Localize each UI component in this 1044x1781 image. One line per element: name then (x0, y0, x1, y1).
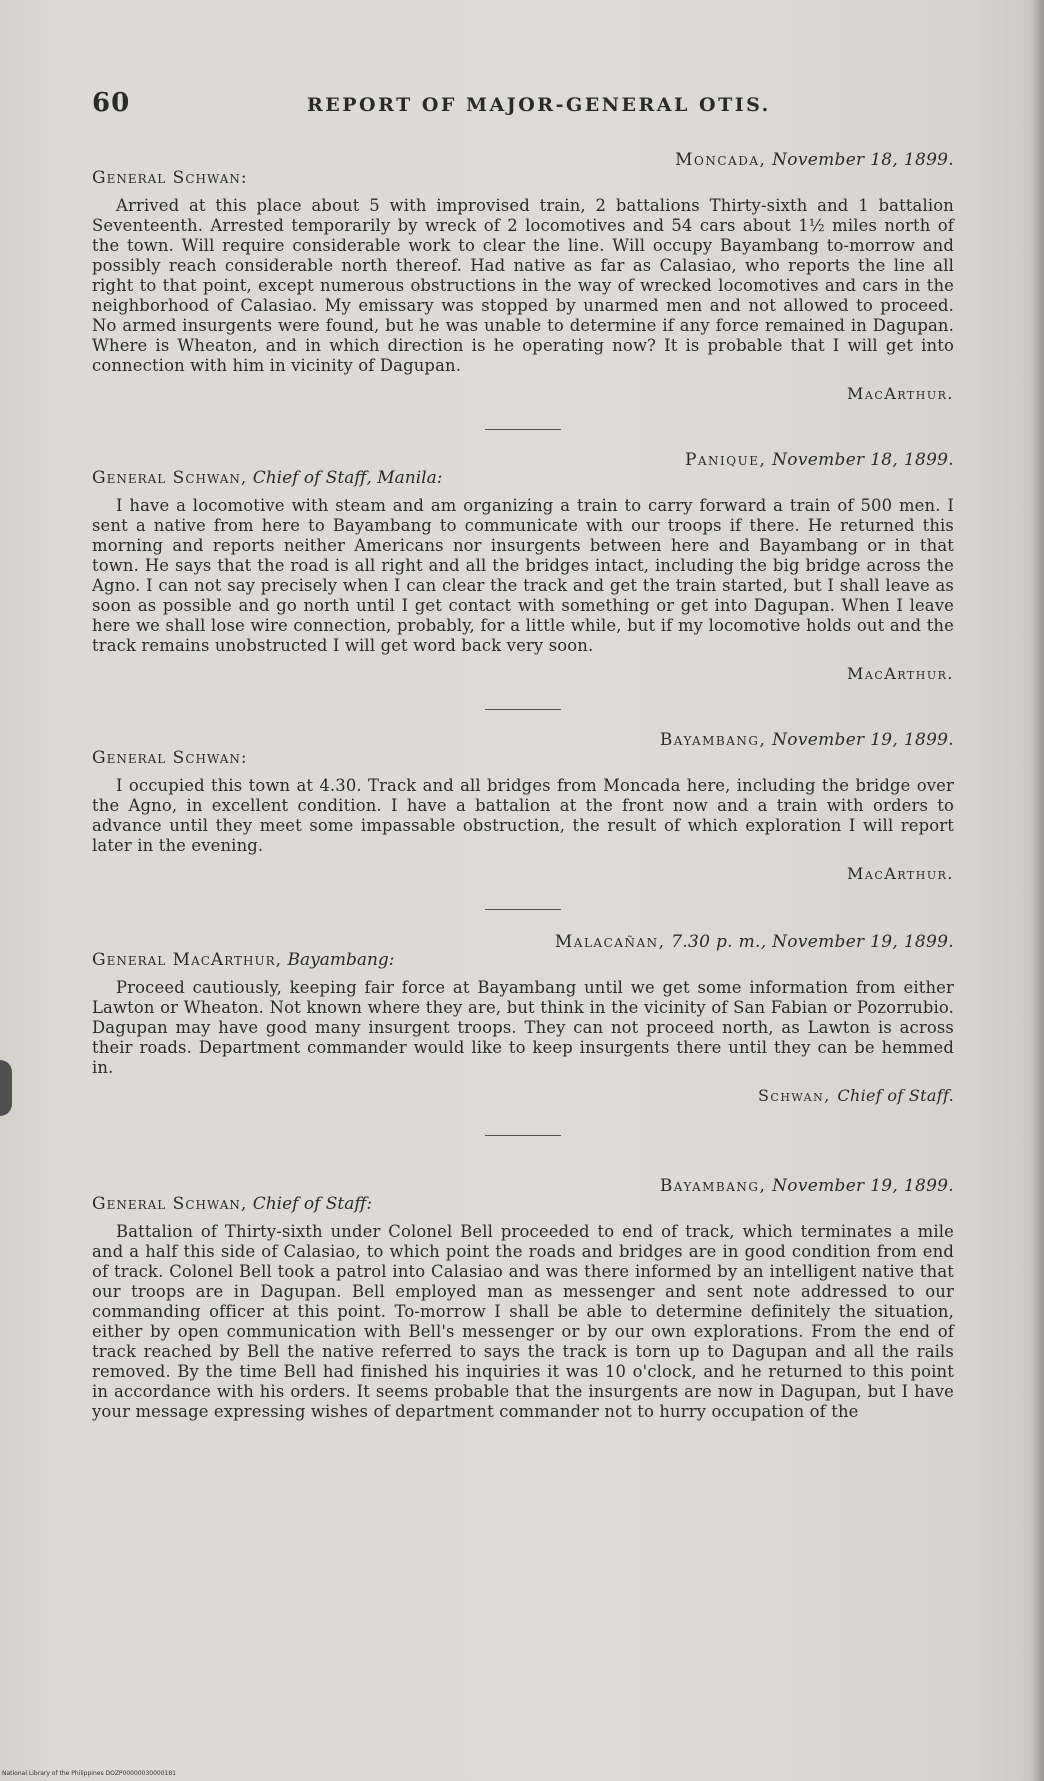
addressee-suffix: Bayambang: (287, 950, 395, 970)
addressee-name: General MacArthur, (92, 950, 283, 970)
dateline-place: Malacañan, (554, 932, 666, 952)
message-body: I occupied this town at 4.30. Track and all bridges from Moncada here, including the bridge over the Agno, in excellent condition. I have a battalion at the front now and a train with orders to advance until they meet some impassable obstruction, the result of which exploration I will report later in the evening. (92, 776, 954, 855)
signature-name: MacArthur. (847, 864, 954, 883)
dateline-date: November 19, 1899. (772, 730, 954, 750)
message-body: Battalion of Thirty-sixth under Colonel Bell proceeded to end of track, which terminates a mile and a half this side of Calasiao, to which point the roads and bridges are in good condition from end of track. Colonel Bell took a patrol into Calasiao and was there informed by an intelligent native that our troops are in Dagupan. Bell employed man as messenger and sent note addressed to our commanding officer at this point. To-morrow I shall be able to determine definitely the situation, either by open communication with Bell's messenger or by our own explorations. From the end of track reached by Bell the native referred to says the track is torn up to Dagupan and all the rails removed. By the time Bell had finished his inquiries it was 10 o'clock, and he returned to this point in accordance with his orders. It seems probable that the insurgents are now in Dagupan, but I have your message expressing wishes of department commander not to hurry occupation of the (92, 1222, 954, 1421)
telegram-message (92, 150, 954, 403)
addressee-name: General Schwan: (92, 748, 248, 768)
page-content (92, 146, 954, 1428)
telegram-message (92, 730, 954, 883)
section-divider (485, 1135, 561, 1136)
dateline-place: Bayambang, (659, 1176, 767, 1196)
dateline-date: 7.30 p. m., November 19, 1899. (671, 932, 954, 952)
signature (92, 864, 954, 883)
telegram-message (92, 932, 954, 1105)
signature-name: Schwan, (757, 1086, 831, 1105)
addressee-name: General Schwan: (92, 168, 248, 188)
dateline-date: November 18, 1899. (772, 150, 954, 170)
page-header (92, 88, 952, 124)
dateline-place: Bayambang, (659, 730, 767, 750)
telegram-message (92, 1176, 954, 1422)
message-body: Arrived at this place about 5 with improvised train, 2 battalions Thirty-sixth and 1 battalion Seventeenth. Arrested temporarily by wreck of 2 locomotives and 54 cars about 1½ miles north of the town. Will require considerable work to clear the line. Will occupy Bayambang to-morrow and possibly reach considerable north thereof. Had native as far as Calasiao, who reports the line all right to that point, except numerous obstructions in the way of wrecked locomotives and cars in the neighborhood of Calasiao. My emissary was stopped by unarmed men and not allowed to proceed. No armed insurgents were found, but he was unable to determine if any force remained in Dagupan. Where is Wheaton, and in which direction is he operating now? It is probable that I will get into connection with him in vicinity of Dagupan. (92, 196, 954, 375)
addressee (92, 1194, 954, 1214)
addressee (92, 748, 954, 768)
addressee-suffix: Chief of Staff, Manila: (252, 468, 443, 488)
addressee-name: General Schwan, (92, 1194, 248, 1214)
scan-artifact (0, 1060, 12, 1116)
page-edge-shadow (1030, 0, 1044, 1781)
addressee-name: General Schwan, (92, 468, 248, 488)
section-divider (485, 429, 561, 430)
section-divider (485, 909, 561, 910)
signature (92, 664, 954, 683)
dateline (92, 450, 954, 470)
dateline-place: Panique, (684, 450, 767, 470)
telegram-message (92, 450, 954, 683)
section-divider (485, 709, 561, 710)
message-body: Proceed cautiously, keeping fair force at Bayambang until we get some information from either Lawton or Wheaton. Not known where they are, but think in the vicinity of San Fabian or Pozorrubio. Dagupan may have good many insurgent troops. They can not proceed north, as Lawton is across their roads. Department commander would like to keep insurgents there until they can be hemmed in. (92, 978, 954, 1077)
dateline-date: November 18, 1899. (772, 450, 954, 470)
dateline (92, 1176, 954, 1196)
dateline-date: November 19, 1899. (772, 1176, 954, 1196)
message-body: I have a locomotive with steam and am organizing a train to carry forward a train of 500 men. I sent a native from here to Bayambang to communicate with our troops if there. He returned this morning and reports neither Americans nor insurgents between here and Bayambang or in that town. He says that the road is all right and all the bridges intact, including the big bridge across the Agno. I can not say precisely when I can clear the track and get the train started, but I shall leave as soon as possible and go north until I get contact with something or get into Dagupan. When I leave here we shall lose wire connection, probably, for a little while, but if my locomotive holds out and the track remains unobstructed I will get word back very soon. (92, 496, 954, 655)
signature-name: MacArthur. (847, 384, 954, 403)
dateline (92, 932, 954, 952)
signature (92, 384, 954, 403)
addressee (92, 468, 954, 488)
dateline (92, 150, 954, 170)
page-number: 60 (92, 88, 131, 118)
addressee-suffix: Chief of Staff: (252, 1194, 373, 1214)
scan-credit: National Library of the Philippines DOZP00000030000181 (2, 1770, 176, 1777)
signature (92, 1086, 954, 1105)
addressee (92, 950, 954, 970)
signature-name: MacArthur. (847, 664, 954, 683)
dateline-place: Moncada, (675, 150, 767, 170)
signature-suffix: Chief of Staff. (837, 1086, 954, 1105)
addressee (92, 168, 954, 188)
running-head: REPORT OF MAJOR-GENERAL OTIS. (307, 94, 771, 116)
dateline (92, 730, 954, 750)
